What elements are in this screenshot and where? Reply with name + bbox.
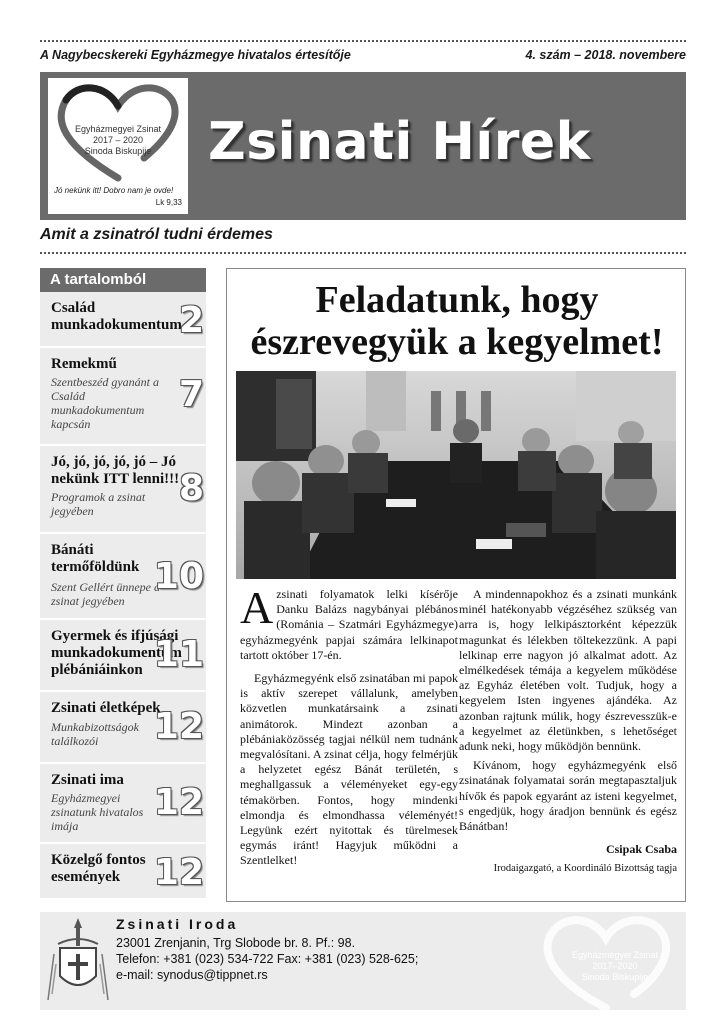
- article-paragraph: Kívánom, hogy egyházmegyénk első zsinatának folyamatai során megtapasztaljuk hívők és papok egyaránt az isteni kegyelmet, s engedjük, hogy áradjon bennünk és egész Bánátban!: [459, 758, 677, 834]
- toc-item-page: 12: [153, 852, 204, 893]
- top-dotted-rule: [40, 40, 686, 42]
- toc-item[interactable]: [40, 764, 206, 844]
- toc-item[interactable]: [40, 348, 206, 446]
- toc-item-page: 10: [153, 556, 204, 597]
- logo-motto: Jó nekünk itt! Dobro nam je ovde!: [54, 186, 174, 195]
- toc-item[interactable]: [40, 292, 206, 348]
- toc-item-subtitle: Programok a zsinat jegyében: [51, 490, 146, 518]
- toc-item-title: Közelgő fontos események: [51, 852, 146, 885]
- main-article: [226, 268, 686, 902]
- toc-item-subtitle: Szent Gellért ünnepe a zsinat jegyében: [51, 580, 160, 608]
- toc-item[interactable]: [40, 844, 206, 900]
- article-paragraph: Egyházmegyénk első zsinatában mi papok is aktív szerepet vállalunk, amelyben közvetlen munkatársaink a zsinati animátorok. Mindezt azonban a plébániaközösség tagjai nélkül nem tudnánk megvalósítani. A zsinat célja, hogy felmérjük a helyzetet egész Bánát területén, s meghallgassuk a véleményeket egy-egy témakörben. Fontos, hogy mindenki elmondja és elmondhassa véleményét! Legyünk ezért nyitottak és türelmesek egymás iránt! Hagyjuk működni a Szentlelket!: [240, 671, 458, 868]
- top-info-bar: [40, 48, 686, 62]
- toc-item-page: 7: [178, 374, 204, 415]
- article-dropcap: A: [240, 582, 274, 633]
- toc-item[interactable]: [40, 534, 206, 620]
- toc-item-title: Remekmű: [51, 356, 117, 372]
- toc-heading: A tartalomból: [40, 268, 206, 292]
- toc-item-title: Gyermek és ifjúsági munkadokumentum plébániáinkon: [51, 628, 182, 678]
- subtitle-dotted-rule: [40, 252, 686, 254]
- masthead: [40, 72, 686, 220]
- logo-line-1: Egyházmegyei Zsinat: [74, 124, 162, 134]
- diocese-crest-icon: [46, 914, 110, 1006]
- footer-logo-line-2: 2017–2020: [592, 961, 638, 971]
- headline-line-2: észrevegyük a kegyelmet!: [250, 321, 664, 363]
- newsletter-subtitle: Amit a zsinatról tudni érdemes: [40, 226, 273, 243]
- synod-logo: [48, 78, 188, 214]
- toc-item[interactable]: [40, 692, 206, 764]
- toc-item-page: 8: [178, 468, 204, 509]
- toc-item-title: Család munkadokumentum: [51, 300, 182, 333]
- toc-item-subtitle: Szentbeszéd gyanánt a Család munkadokumentum kapcsán: [51, 375, 159, 431]
- article-paragraph: Azsinati folyamatok lelki kísérője Danku Balázs nagybányai plébános (Románia – Szatmári Egyházmegye) egyházmegyénk papjai számára lelkinapot tartott október 17-én.: [240, 582, 458, 662]
- issue-number: 4. szám – 2018. novembere: [525, 48, 686, 62]
- logo-line-3: Sinoda Biskupije: [84, 146, 152, 156]
- toc-item[interactable]: [40, 446, 206, 534]
- toc-item-page: 11: [153, 634, 204, 675]
- footer-title: Zsinati Iroda: [116, 916, 239, 932]
- toc-item-subtitle: Munkabizottságok találkozói: [51, 720, 139, 748]
- toc-item-title: Bánáti termőföldünk: [51, 542, 140, 575]
- toc-item-title: Zsinati életképek: [51, 700, 161, 716]
- article-author-role: Irodaigazgató, a Koordináló Bizottság tagja: [493, 863, 677, 875]
- footer-phone: Telefon: +381 (023) 534-722 Fax: +381 (023) 528-625;: [116, 952, 419, 966]
- toc-item[interactable]: [40, 620, 206, 692]
- footer-logo-line-3: Sinoda Biskupije: [581, 972, 649, 982]
- toc-item-page: 2: [178, 300, 204, 341]
- article-column-left: [240, 582, 458, 869]
- footer-contact: [40, 912, 686, 1010]
- footer-address: 23001 Zrenjanin, Trg Slobode br. 8. Pf.: 98.: [116, 936, 356, 950]
- meeting-photo: [236, 371, 676, 579]
- toc-item-page: 12: [153, 706, 204, 747]
- footer-logo-line-1: Egyházmegyei Zsinat: [571, 950, 659, 960]
- publication-name: A Nagybecskereki Egyházmegye hivatalos értesítője: [40, 48, 351, 62]
- article-headline: [227, 279, 687, 363]
- headline-line-1: Feladatunk, hogy: [315, 279, 599, 321]
- footer-email[interactable]: e-mail: synodus@tippnet.rs: [116, 968, 268, 982]
- article-paragraph: A mindennapokhoz és a zsinati munkánk minél hatékonyabb végzéséhez szükség van arra is, hogy lelkipásztorként képezzük magunkat és lélekben töltekezzünk. A papi lelkinap erre nagyon jó alkalmat adott. Az elmélkedések témája a kegyelem működése az Egyház életében volt. Tudjuk, hogy a kegyelem Isten ingyenes ajándéka. Az azonban rajtunk múlik, hogy észrevesszük-e a kegyelmet az életünkben, s lehetőséget adunk neki, hogy működjön bennünk.: [459, 587, 677, 754]
- logo-line-2: 2017 – 2020: [92, 135, 144, 145]
- article-column-right: [459, 587, 677, 877]
- article-author: Csipak Csaba: [605, 842, 677, 857]
- toc-item-title: Jó, jó, jó, jó, jó – Jó nekünk ITT lenni!!!: [51, 454, 180, 487]
- toc-item-title: Zsinati ima: [51, 772, 124, 788]
- logo-bible-ref: Lk 9,33: [155, 198, 182, 207]
- toc-item-subtitle: Egyházmegyei zsinatunk hivatalos imája: [51, 791, 144, 833]
- newsletter-title: Zsinati Hírek: [208, 112, 591, 172]
- toc-item-page: 12: [153, 782, 204, 823]
